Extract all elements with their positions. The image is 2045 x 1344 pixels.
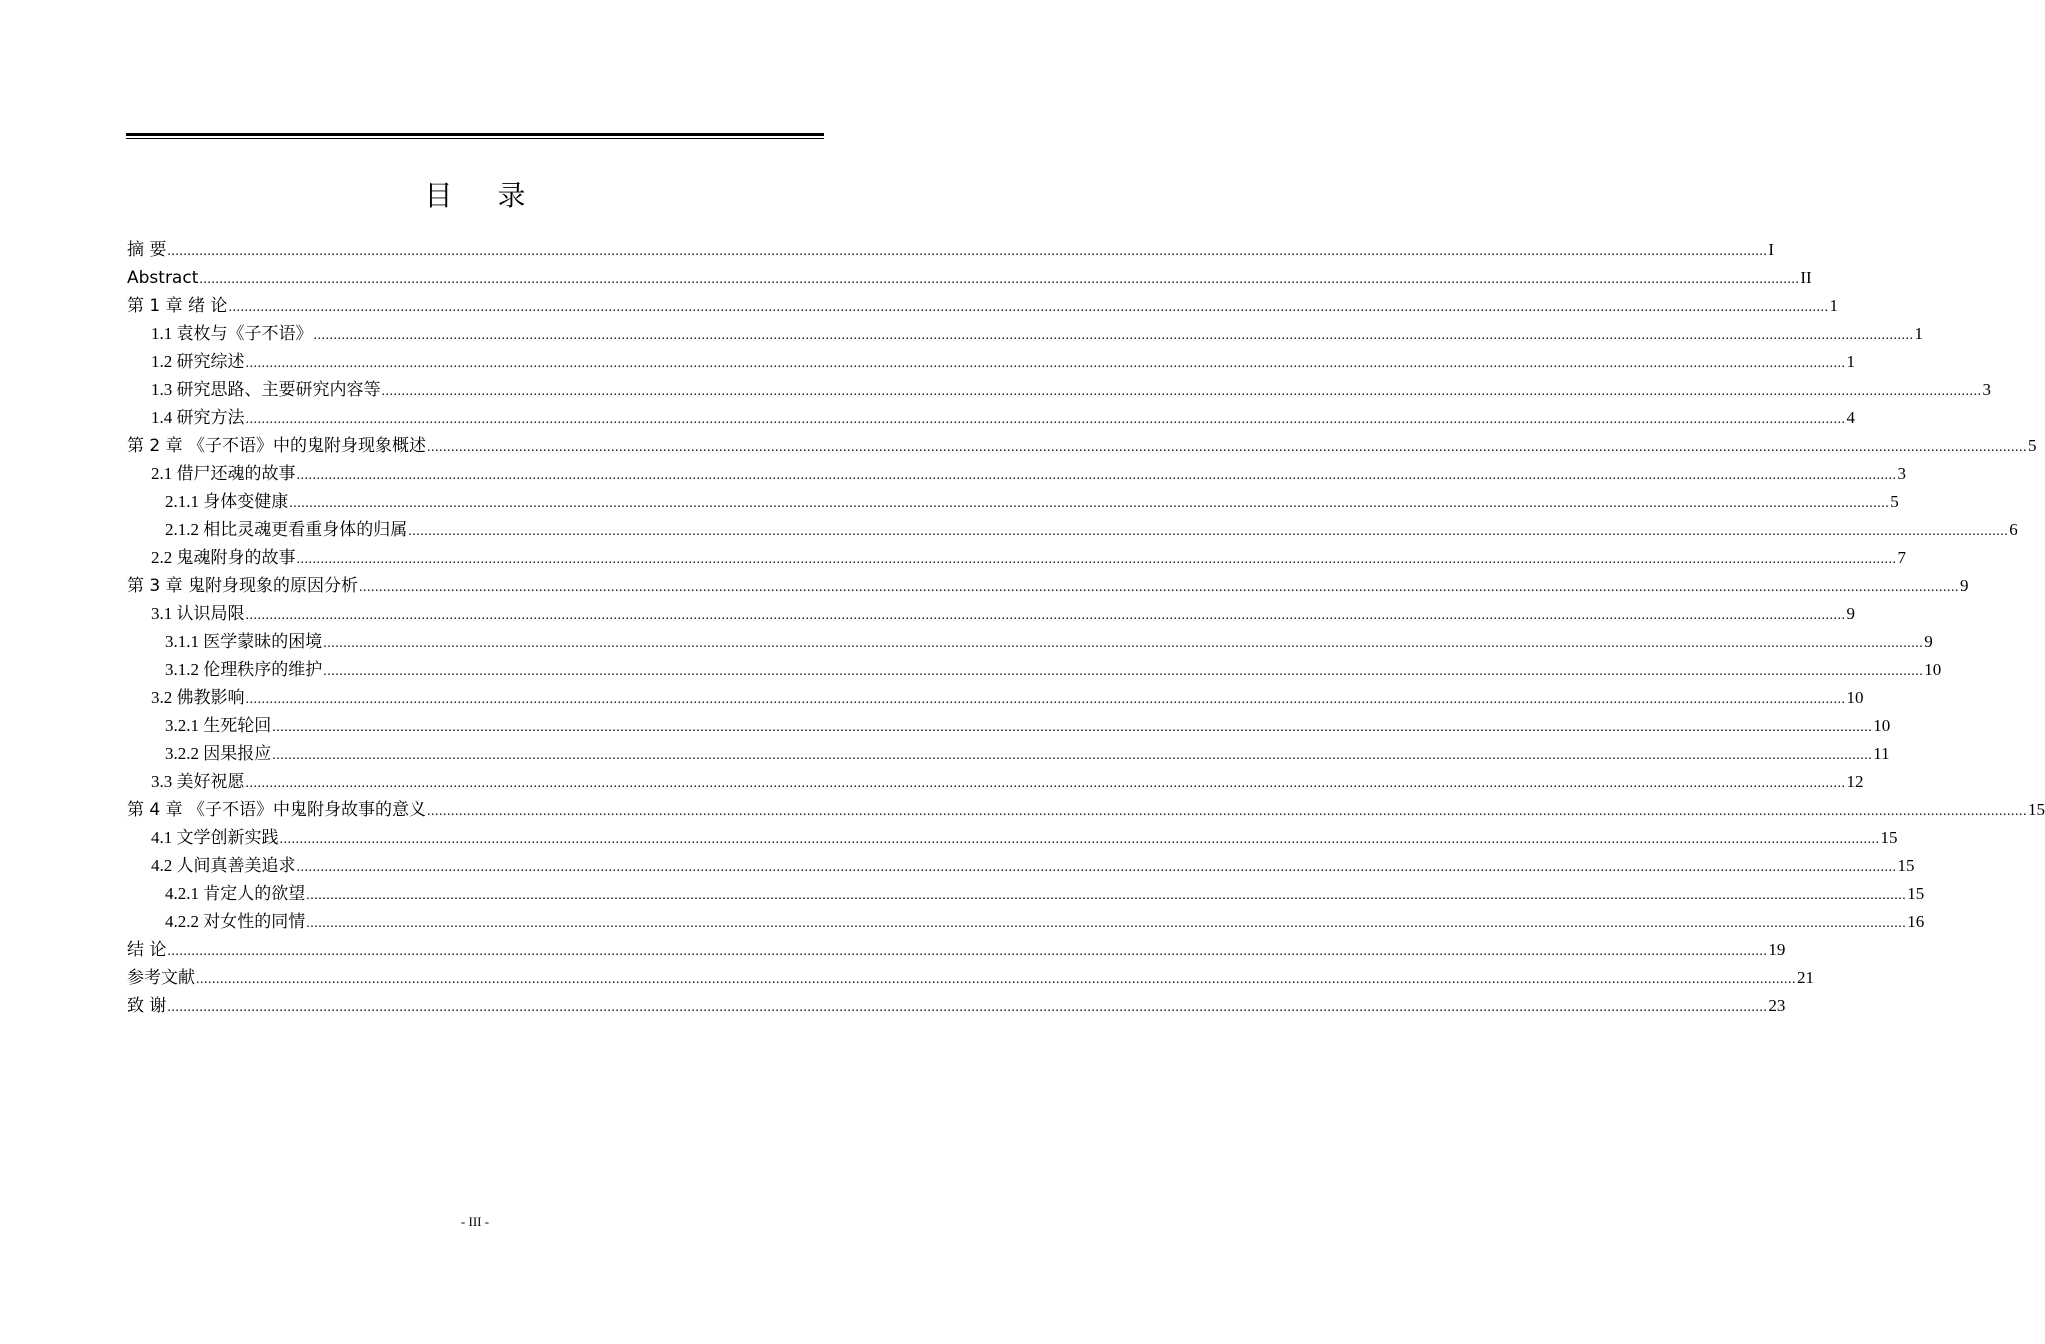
toc-entry[interactable]: [127, 264, 1812, 292]
toc-entry-title: 第 4 章 《子不语》中鬼附身故事的意义: [127, 800, 427, 820]
toc-entry-title: 3.1 认识局限: [151, 604, 245, 623]
toc-entry-title: 第 2 章 《子不语》中的鬼附身现象概述: [127, 436, 427, 456]
toc-title: 目 录: [424, 179, 544, 212]
toc-dot-leader: ................................................................................................................................................................................................................................................................................................................................................................................................................: [245, 692, 1846, 707]
toc-entry-title: 4.2 人间真善美追求: [151, 856, 296, 875]
toc-entry-page: 11: [1873, 744, 1890, 763]
toc-dot-leader: ................................................................................................................................................................................................................................................................................................................................................................................................................: [167, 1000, 1768, 1015]
toc-entry[interactable]: [127, 348, 1855, 376]
toc-dot-leader: ................................................................................................................................................................................................................................................................................................................................................................................................................: [323, 664, 1924, 679]
toc-entry-page: 21: [1797, 968, 1814, 987]
page-number: - III -: [460, 1214, 490, 1229]
toc-dot-leader: ................................................................................................................................................................................................................................................................................................................................................................................................................: [279, 832, 1880, 847]
toc-entry-page: 7: [1897, 548, 1906, 567]
toc-entry-title: 3.2.1 生死轮回: [165, 716, 272, 735]
toc-entry[interactable]: [127, 684, 1864, 712]
toc-entry-title: 4.2.1 肯定人的欲望: [165, 884, 306, 903]
toc-dot-leader: ................................................................................................................................................................................................................................................................................................................................................................................................................: [167, 244, 1768, 259]
toc-entry-title: 致 谢: [127, 996, 167, 1016]
toc-entry-page: I: [1768, 240, 1775, 259]
toc-dot-leader: ................................................................................................................................................................................................................................................................................................................................................................................................................: [408, 524, 2009, 539]
toc-entry[interactable]: [127, 656, 1942, 684]
toc-entry-page: 10: [1846, 688, 1864, 707]
toc-entry-page: 15: [2028, 800, 2045, 819]
toc-entry-title: 1.1 袁枚与《子不语》: [151, 324, 313, 343]
toc-entry-title: 3.1.1 医学蒙昧的困境: [165, 632, 323, 651]
toc-dot-leader: ................................................................................................................................................................................................................................................................................................................................................................................................................: [196, 972, 1796, 987]
toc-entry[interactable]: [127, 936, 1786, 964]
toc-entry-page: 6: [2009, 520, 2018, 539]
toc-entry[interactable]: [127, 852, 1915, 880]
toc-dot-leader: ................................................................................................................................................................................................................................................................................................................................................................................................................: [272, 720, 1873, 735]
toc-entry-page: 3: [1982, 380, 1991, 399]
toc-entry-page: 5: [2028, 436, 2037, 455]
header-rule-thick: [126, 133, 824, 136]
toc-entry[interactable]: [127, 320, 1923, 348]
toc-dot-leader: ................................................................................................................................................................................................................................................................................................................................................................................................................: [313, 328, 1914, 343]
toc-entry-title: 参考文献: [127, 968, 195, 988]
toc-entry-page: 10: [1873, 716, 1891, 735]
toc-dot-leader: ................................................................................................................................................................................................................................................................................................................................................................................................................: [306, 916, 1907, 931]
toc-dot-leader: ................................................................................................................................................................................................................................................................................................................................................................................................................: [427, 804, 2028, 819]
toc-dot-leader: ................................................................................................................................................................................................................................................................................................................................................................................................................: [167, 944, 1768, 959]
toc-dot-leader: ................................................................................................................................................................................................................................................................................................................................................................................................................: [296, 552, 1897, 567]
toc-dot-leader: ................................................................................................................................................................................................................................................................................................................................................................................................................: [323, 636, 1924, 651]
toc-entry-title: Abstract: [127, 268, 199, 288]
toc-entry-page: 16: [1907, 912, 1925, 931]
toc-entry[interactable]: [127, 292, 1838, 320]
toc-entry-page: 15: [1880, 828, 1898, 847]
toc-entry-page: 4: [1846, 408, 1855, 427]
toc-entry-page: 12: [1846, 772, 1864, 791]
toc-entry[interactable]: [127, 488, 1899, 516]
toc-entry-page: 1: [1829, 296, 1838, 315]
toc-entry[interactable]: [127, 460, 1906, 488]
toc-entry-title: 1.2 研究综述: [151, 352, 245, 371]
toc-dot-leader: ................................................................................................................................................................................................................................................................................................................................................................................................................: [245, 356, 1846, 371]
header-rule-thin: [126, 138, 824, 139]
toc-entry-page: 23: [1768, 996, 1786, 1015]
toc-entry-title: 摘 要: [127, 240, 167, 260]
toc-entry[interactable]: [127, 796, 2045, 824]
toc-entry[interactable]: [127, 712, 1891, 740]
toc-list: [127, 236, 2045, 1020]
toc-dot-leader: ................................................................................................................................................................................................................................................................................................................................................................................................................: [199, 272, 1800, 287]
toc-entry-page: 5: [1890, 492, 1899, 511]
toc-entry[interactable]: [127, 768, 1864, 796]
toc-entry[interactable]: [127, 404, 1855, 432]
toc-entry-title: 2.1.2 相比灵魂更看重身体的归属: [165, 520, 408, 539]
toc-dot-leader: ................................................................................................................................................................................................................................................................................................................................................................................................................: [228, 300, 1829, 315]
toc-entry-title: 3.3 美好祝愿: [151, 772, 245, 791]
toc-entry-title: 3.1.2 伦理秩序的维护: [165, 660, 323, 679]
toc-entry-page: 15: [1907, 884, 1925, 903]
toc-entry-page: 15: [1897, 856, 1915, 875]
toc-entry-title: 2.2 鬼魂附身的故事: [151, 548, 296, 567]
toc-dot-leader: ................................................................................................................................................................................................................................................................................................................................................................................................................: [296, 860, 1897, 875]
toc-entry-page: 9: [1924, 632, 1933, 651]
toc-dot-leader: ................................................................................................................................................................................................................................................................................................................................................................................................................: [289, 496, 1890, 511]
toc-entry-title: 4.2.2 对女性的同情: [165, 912, 306, 931]
toc-entry-page: 9: [1846, 604, 1855, 623]
toc-dot-leader: ................................................................................................................................................................................................................................................................................................................................................................................................................: [245, 776, 1846, 791]
toc-entry-page: 19: [1768, 940, 1786, 959]
toc-entry-title: 1.3 研究思路、主要研究内容等: [151, 380, 381, 399]
toc-entry[interactable]: [127, 572, 1969, 600]
toc-entry[interactable]: [127, 376, 1991, 404]
toc-entry-page: II: [1800, 268, 1812, 287]
toc-entry[interactable]: [127, 908, 1925, 936]
toc-entry[interactable]: [127, 236, 1775, 264]
toc-dot-leader: ................................................................................................................................................................................................................................................................................................................................................................................................................: [245, 608, 1846, 623]
toc-entry-title: 第 1 章 绪 论: [127, 296, 228, 316]
toc-dot-leader: ................................................................................................................................................................................................................................................................................................................................................................................................................: [306, 888, 1907, 903]
toc-entry[interactable]: [127, 740, 1890, 768]
toc-entry-title: 2.1 借尸还魂的故事: [151, 464, 296, 483]
toc-entry-title: 1.4 研究方法: [151, 408, 245, 427]
toc-dot-leader: ................................................................................................................................................................................................................................................................................................................................................................................................................: [427, 440, 2028, 455]
toc-entry[interactable]: [127, 628, 1933, 656]
toc-entry-page: 9: [1960, 576, 1969, 595]
toc-entry-title: 3.2.2 因果报应: [165, 744, 272, 763]
toc-entry[interactable]: [127, 824, 1898, 852]
toc-entry-title: 2.1.1 身体变健康: [165, 492, 289, 511]
toc-entry[interactable]: [127, 544, 1906, 572]
toc-entry[interactable]: [127, 600, 1855, 628]
toc-entry[interactable]: [127, 880, 1925, 908]
toc-entry-title: 3.2 佛教影响: [151, 688, 245, 707]
toc-entry-page: 1: [1914, 324, 1923, 343]
toc-entry[interactable]: [127, 964, 1814, 992]
toc-entry-page: 3: [1897, 464, 1906, 483]
toc-dot-leader: ................................................................................................................................................................................................................................................................................................................................................................................................................: [272, 748, 1873, 763]
toc-entry-page: 1: [1846, 352, 1855, 371]
toc-entry-title: 结 论: [127, 940, 167, 960]
toc-dot-leader: ................................................................................................................................................................................................................................................................................................................................................................................................................: [381, 384, 1982, 399]
toc-entry[interactable]: [127, 992, 1786, 1020]
toc-entry[interactable]: [127, 516, 2018, 544]
toc-dot-leader: ................................................................................................................................................................................................................................................................................................................................................................................................................: [296, 468, 1897, 483]
toc-dot-leader: ................................................................................................................................................................................................................................................................................................................................................................................................................: [359, 580, 1960, 595]
toc-entry-title: 4.1 文学创新实践: [151, 828, 279, 847]
toc-entry[interactable]: [127, 432, 2037, 460]
toc-entry-title: 第 3 章 鬼附身现象的原因分析: [127, 576, 359, 596]
toc-dot-leader: ................................................................................................................................................................................................................................................................................................................................................................................................................: [245, 412, 1846, 427]
toc-entry-page: 10: [1924, 660, 1942, 679]
